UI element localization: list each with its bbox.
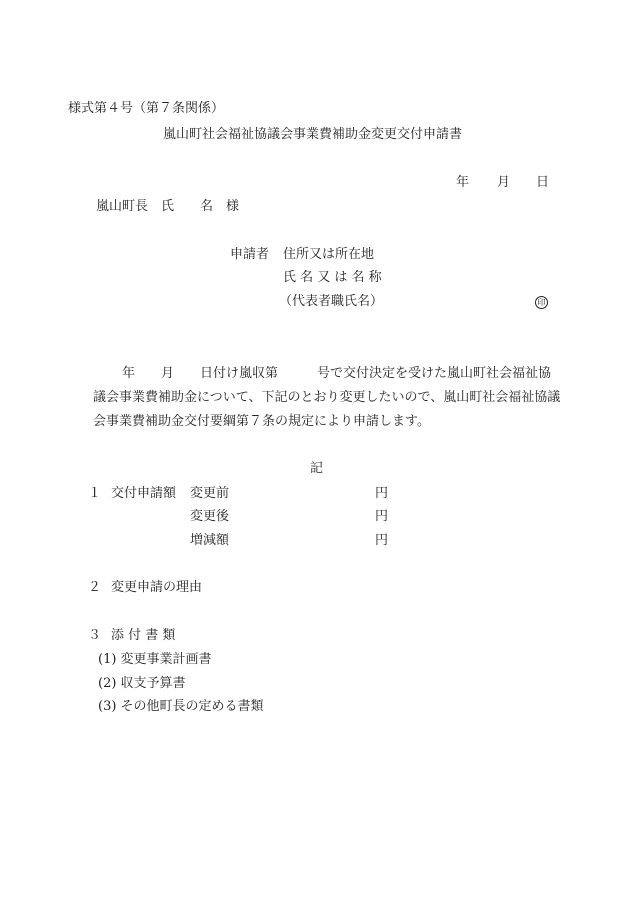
item-1-row-diff-label: 増減額: [190, 533, 230, 548]
item-2-label: 変更申請の理由: [111, 580, 203, 595]
applicant-label: 申請者: [230, 247, 270, 262]
item-1-row-after-label: 変更後: [190, 509, 230, 524]
item-1-row-after-unit: 円: [375, 509, 389, 524]
item-1-number: １: [88, 486, 102, 501]
date-day: 日: [536, 175, 550, 190]
applicant-representative-label: （代表者職氏名）: [279, 294, 384, 309]
item-1-label: 交付申請額: [111, 486, 177, 501]
item-2-number: ２: [88, 580, 102, 595]
seal-mark: 印: [535, 296, 548, 309]
body-text-line-1: 年 月 日付け嵐収第 号で交付決定を受けた嵐山町社会福祉協: [122, 366, 552, 381]
document-title: 嵐山町社会福祉協議会事業費補助金変更交付申請書: [163, 127, 463, 142]
form-number: 様式第４号（第７条関係）: [68, 101, 225, 116]
item-1-row-before-unit: 円: [375, 486, 389, 501]
item-3-number: ３: [88, 628, 102, 643]
applicant-name-label: 氏 名 又 は 名 称: [283, 270, 382, 285]
item-3-label: 添 付 書 類: [111, 628, 176, 643]
attachment-item-2: (2) 収支予算書: [98, 676, 186, 691]
applicant-address-label: 住所又は所在地: [283, 247, 375, 262]
item-1-row-diff-unit: 円: [375, 533, 389, 548]
date-month: 月: [497, 175, 511, 190]
item-1-row-before-label: 変更前: [190, 486, 230, 501]
attachment-item-1: (1) 変更事業計画書: [98, 652, 212, 667]
body-text-line-2: 議会事業費補助金について、下記のとおり変更したいので、嵐山町社会福祉協議: [93, 390, 561, 405]
addressee: 嵐山町長 氏 名 様: [96, 199, 240, 214]
body-text-line-3: 会事業費補助金交付要綱第７条の規定により申請します。: [93, 414, 430, 429]
attachment-item-3: (3) その他町長の定める書類: [98, 699, 264, 714]
ki-heading: 記: [310, 461, 324, 476]
date-year: 年: [456, 175, 470, 190]
